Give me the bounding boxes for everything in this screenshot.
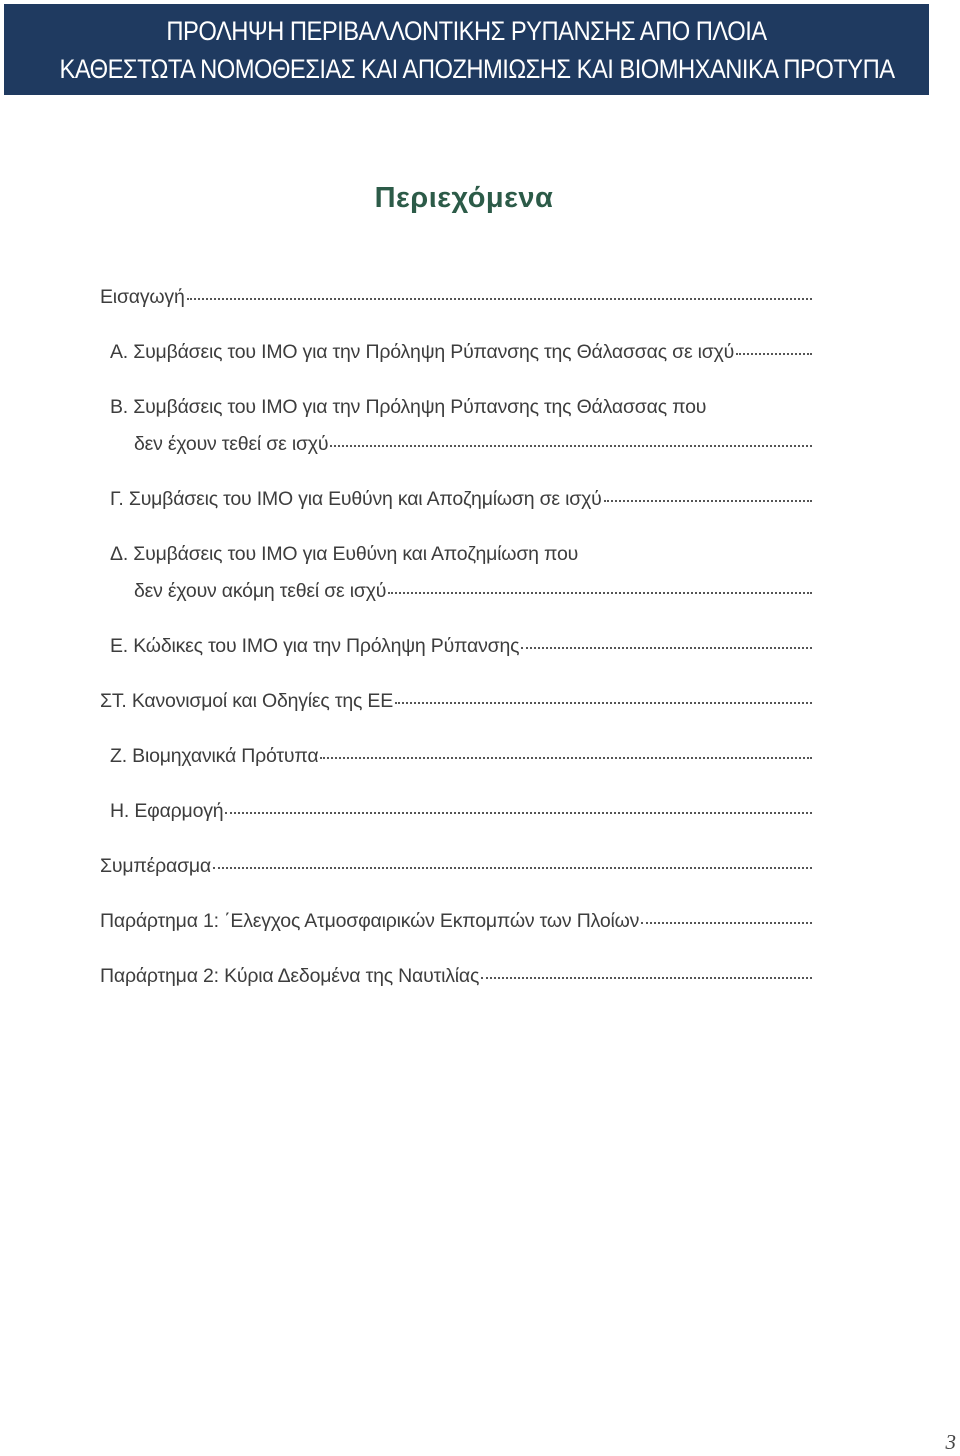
toc-entry-g[interactable] (110, 488, 812, 514)
toc-entry-label: δεν έχουν ακόμη τεθεί σε ισχύ (134, 580, 387, 602)
toc-entry-a[interactable] (110, 341, 812, 367)
toc-entry-label: Γ. Συμβάσεις του ΙΜΟ για Ευθύνη και Αποζημίωση σε ισχύ (110, 488, 602, 510)
toc-entry-conclusion[interactable] (100, 855, 812, 881)
dot-leader (604, 500, 812, 502)
toc-entry-label: Παράρτημα 1: ΄Ελεγχος Ατμοσφαιρικών Εκπομπών των Πλοίων (100, 910, 640, 932)
toc-title: Περιεχόμενα (374, 182, 554, 214)
toc-entry-st[interactable] (100, 690, 812, 716)
toc-entry-label: δεν έχουν τεθεί σε ισχύ (134, 433, 329, 455)
toc-entry-label: Α. Συμβάσεις του ΙΜΟ για την Πρόληψη Ρύπανσης της Θάλασσας σε ισχύ (110, 341, 735, 363)
toc-entry-b-line1[interactable]: Β. Συμβάσεις του ΙΜΟ για την Πρόληψη Ρύπανσης της Θάλασσας που (110, 396, 707, 418)
toc-entry-label: Η. Εφαρμογή (110, 800, 224, 822)
header-title-line-1: ΠΡΟΛΗΨΗ ΠΕΡΙΒΑΛΛΟΝΤΙΚΗΣ ΡΥΠΑΝΣΗΣ ΑΠΟ ΠΛΟΙΑ (166, 16, 767, 46)
dot-leader (187, 298, 812, 300)
dot-leader (641, 922, 812, 924)
toc-entry-b[interactable] (134, 433, 812, 459)
page-number: 3 (945, 1430, 956, 1454)
toc-entry-label: Παράρτημα 2: Κύρια Δεδομένα της Ναυτιλίας (100, 965, 480, 987)
toc-entry-appendix-2[interactable] (100, 965, 812, 991)
dot-leader (330, 445, 812, 447)
dot-leader (521, 647, 812, 649)
toc-entry-label: ΣΤ. Κανονισμοί και Οδηγίες της ΕΕ (100, 690, 394, 712)
toc-entry-appendix-1[interactable] (100, 910, 812, 936)
toc-entry-label: Ε. Κώδικες του ΙΜΟ για την Πρόληψη Ρύπανσης (110, 635, 520, 657)
toc-entry-intro[interactable] (100, 286, 812, 312)
toc-entry-d-line1[interactable]: Δ. Συμβάσεις του ΙΜΟ για Ευθύνη και Αποζημίωση που (110, 543, 579, 565)
header-title-line-2: ΚΑΘΕΣΤΩΤΑ ΝΟΜΟΘΕΣΙΑΣ ΚΑΙ ΑΠΟΖΗΜΙΩΣΗΣ ΚΑΙ ΒΙΟΜΗΧΑΝΙΚΑ ΠΡΟΤΥΠΑ (59, 54, 895, 84)
dot-leader (320, 757, 812, 759)
toc-entry-label: Ζ. Βιομηχανικά Πρότυπα (110, 745, 319, 767)
dot-leader (225, 812, 812, 814)
dot-leader (481, 977, 812, 979)
toc-entry-label: Εισαγωγή (100, 286, 185, 308)
dot-leader (736, 353, 812, 355)
toc-entry-e[interactable] (110, 635, 812, 661)
toc-entry-z[interactable] (110, 745, 812, 771)
toc-entry-d[interactable] (134, 580, 812, 606)
toc-entry-h[interactable] (110, 800, 812, 826)
dot-leader (388, 592, 812, 594)
dot-leader (395, 702, 812, 704)
dot-leader (213, 867, 812, 869)
toc-entry-label: Συμπέρασμα (100, 855, 212, 877)
